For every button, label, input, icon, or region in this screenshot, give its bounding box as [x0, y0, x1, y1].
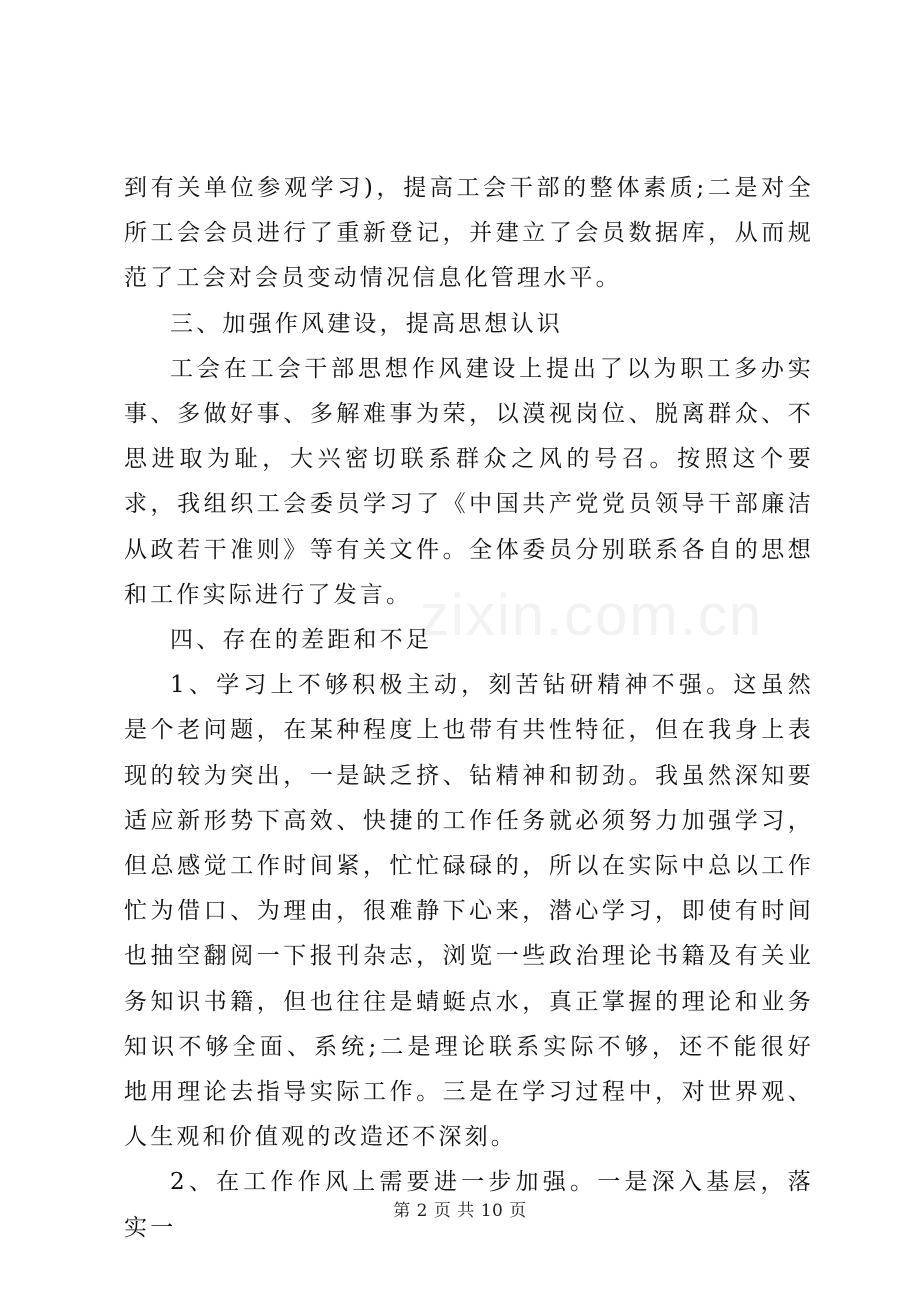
page-footer: 第 2 页 共 10 页 [393, 1201, 527, 1221]
watermark: zixin.com.cn [420, 583, 764, 648]
paragraph-4: 2、在工作作风上需要进一步加强。一是深入基层，落实一 [124, 1169, 814, 1241]
section-heading-3: 三、加强作风建设，提高思想认识 [170, 310, 563, 337]
paragraph-1: 到有关单位参观学习)，提高工会干部的整体素质;二是对全所工会会员进行了重新登记，并建立了会员数据库，从而规范了工会对会员变动情况信息化管理水平。 [124, 175, 814, 292]
paragraph-3: 1、学习上不够积极主动，刻苦钻研精神不强。这虽然是个老问题，在某种程度上也带有共性特征，但在我身上表现的较为突出，一是缺乏挤、钻精神和韧劲。我虽然深知要适应新形势下高效、快捷的工作任务就必须努力加强学习，但总感觉工作时间紧，忙忙碌碌的，所以在实际中总以工作忙为借口、为理由，很难静下心来，潜心学习，即使有时间也抽空翻阅一下报刊杂志，浏览一些政治理论书籍及有关业务知识书籍，但也往往是蜻蜓点水，真正掌握的理论和业务知识不够全面、系统;二是理论联系实际不够，还不能很好地用理论去指导实际工作。三是在学习过程中，对世界观、人生观和价值观的改造还不深刻。 [124, 672, 814, 1151]
section-heading-4: 四、存在的差距和不足 [170, 627, 432, 654]
document-body [124, 166, 814, 1251]
paragraph-2: 工会在工会干部思想作风建设上提出了以为职工多办实事、多做好事、多解难事为荣，以漠视岗位、脱离群众、不思进取为耻，大兴密切联系群众之风的号召。按照这个要求，我组织工会委员学习了《中国共产党党员领导干部廉洁从政若干准则》等有关文件。全体委员分别联系各自的思想和工作实际进行了发言。 [124, 355, 814, 608]
